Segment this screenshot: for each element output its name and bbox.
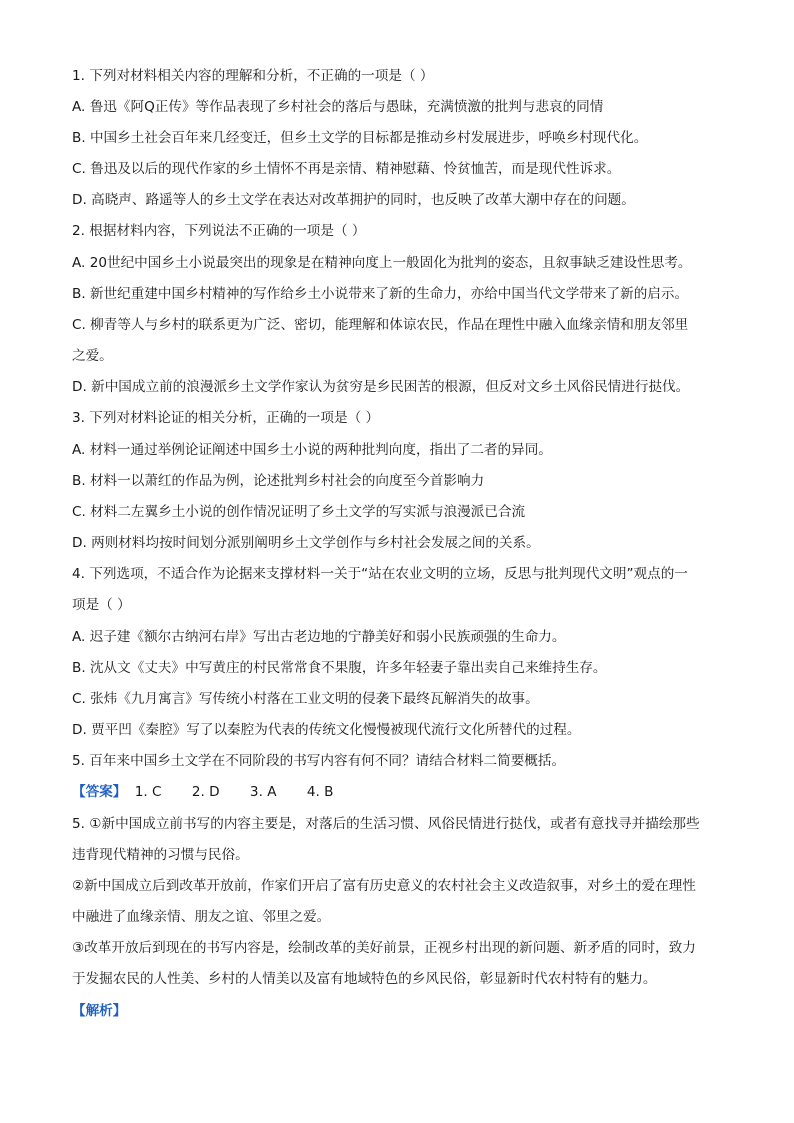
- answer-5-line-1: 5. ①新中国成立前书写的内容主要是，对落后的生活习惯、风俗民情进行挞伐，或者有意找寻并描绘那些: [72, 816, 700, 832]
- question-1-stem: 1. 下列对材料相关内容的理解和分析，不正确的一项是（ ）: [72, 68, 434, 84]
- question-4-option-b: B. 沈从文《丈夫》中写黄庄的村民常常食不果腹，许多年轻妻子靠出卖自己来维持生存。: [72, 660, 607, 676]
- question-3-option-c: C. 材料二左翼乡土小说的创作情况证明了乡土文学的写实派与浪漫派已合流: [72, 504, 526, 520]
- question-1-option-d: D. 高晓声、路遥等人的乡土文学在表达对改革拥护的同时，也反映了改革大潮中存在的问题。: [72, 192, 635, 208]
- question-2-stem: 2. 根据材料内容，下列说法不正确的一项是（ ）: [72, 223, 366, 239]
- answer-item-2: 2. D: [191, 784, 220, 800]
- question-2-option-c: C. 柳青等人与乡村的联系更为广泛、密切，能理解和体谅农民，作品在理性中融入血缘亲情和朋友邻里: [72, 317, 689, 333]
- answer-item-3: 3. A: [249, 784, 277, 800]
- question-1-option-b: B. 中国乡土社会百年来几经变迁，但乡土文学的目标都是推动乡村发展进步，呼唤乡村现代化。: [72, 130, 648, 146]
- question-2-option-c-cont: 之爱。: [72, 348, 113, 364]
- question-2-option-a: A. 20世纪中国乡土小说最突出的现象是在精神向度上一般固化为批判的姿态，且叙事缺乏建设性思考。: [72, 255, 692, 271]
- answer-5-line-5: ③改革开放后到现在的书写内容是，绘制改革的美好前景，正视乡村出现的新问题、新矛盾的同时，致力: [72, 940, 696, 956]
- question-4-option-d: D. 贾平凹《秦腔》写了以秦腔为代表的传统文化慢慢被现代流行文化所替代的过程。: [72, 722, 581, 738]
- answer-5-line-3: ②新中国成立后到改革开放前，作家们开启了富有历史意义的农村社会主义改造叙事，对乡土的爱在理性: [72, 878, 696, 894]
- analysis-tag: 【解析】: [72, 1003, 127, 1019]
- question-4-option-c: C. 张炜《九月寓言》写传统小村落在工业文明的侵袭下最终瓦解消失的故事。: [72, 691, 539, 707]
- answer-line: [72, 782, 333, 802]
- question-3-option-b: B. 材料一以萧红的作品为例，论述批判乡村社会的向度至今首影响力: [72, 473, 485, 489]
- question-3-option-d: D. 两则材料均按时间划分派别阐明乡土文学创作与乡村社会发展之间的关系。: [72, 535, 540, 551]
- question-1-option-a: A. 鲁迅《阿Q正传》等作品表现了乡村社会的落后与愚昧，充满愤激的批判与悲哀的同情: [72, 99, 604, 115]
- question-4-stem: 4. 下列选项，不适合作为论据来支撑材料一关于“站在农业文明的立场，反思与批判现代文明”观点的一: [72, 566, 688, 582]
- question-2-option-d: D. 新中国成立前的浪漫派乡土文学作家认为贫穷是乡民困苦的根源，但反对文乡土风俗民情进行挞伐。: [72, 379, 690, 395]
- answer-5-line-2: 违背现代精神的习惯与民俗。: [72, 847, 249, 863]
- question-4-stem-cont: 项是（ ）: [72, 597, 131, 613]
- answer-5-line-4: 中融进了血缘亲情、朋友之谊、邻里之爱。: [72, 909, 331, 925]
- question-1-option-c: C. 鲁迅及以后的现代作家的乡土情怀不再是亲情、精神慰藉、怜贫恤苦，而是现代性诉求。: [72, 161, 621, 177]
- answer-item-4: 4. B: [306, 784, 334, 800]
- answer-item-1: 1. C: [134, 784, 162, 800]
- answer-5-line-6: 于发掘农民的人性美、乡村的人情美以及富有地域特色的乡风民俗，彰显新时代农村特有的魅力。: [72, 971, 657, 987]
- question-3-option-a: A. 材料一通过举例论证阐述中国乡土小说的两种批判向度，指出了二者的异同。: [72, 442, 552, 458]
- question-4-option-a: A. 迟子建《额尔古纳河右岸》写出古老边地的宁静美好和弱小民族顽强的生命力。: [72, 629, 566, 645]
- answer-tag: 【答案】: [72, 784, 127, 800]
- question-2-option-b: B. 新世纪重建中国乡村精神的写作给乡土小说带来了新的生命力，亦给中国当代文学带来了新的启示。: [72, 286, 689, 302]
- question-5-stem: 5. 百年来中国乡土文学在不同阶段的书写内容有何不同？请结合材料二简要概括。: [72, 753, 566, 769]
- question-3-stem: 3. 下列对材料论证的相关分析，正确的一项是（ ）: [72, 410, 380, 426]
